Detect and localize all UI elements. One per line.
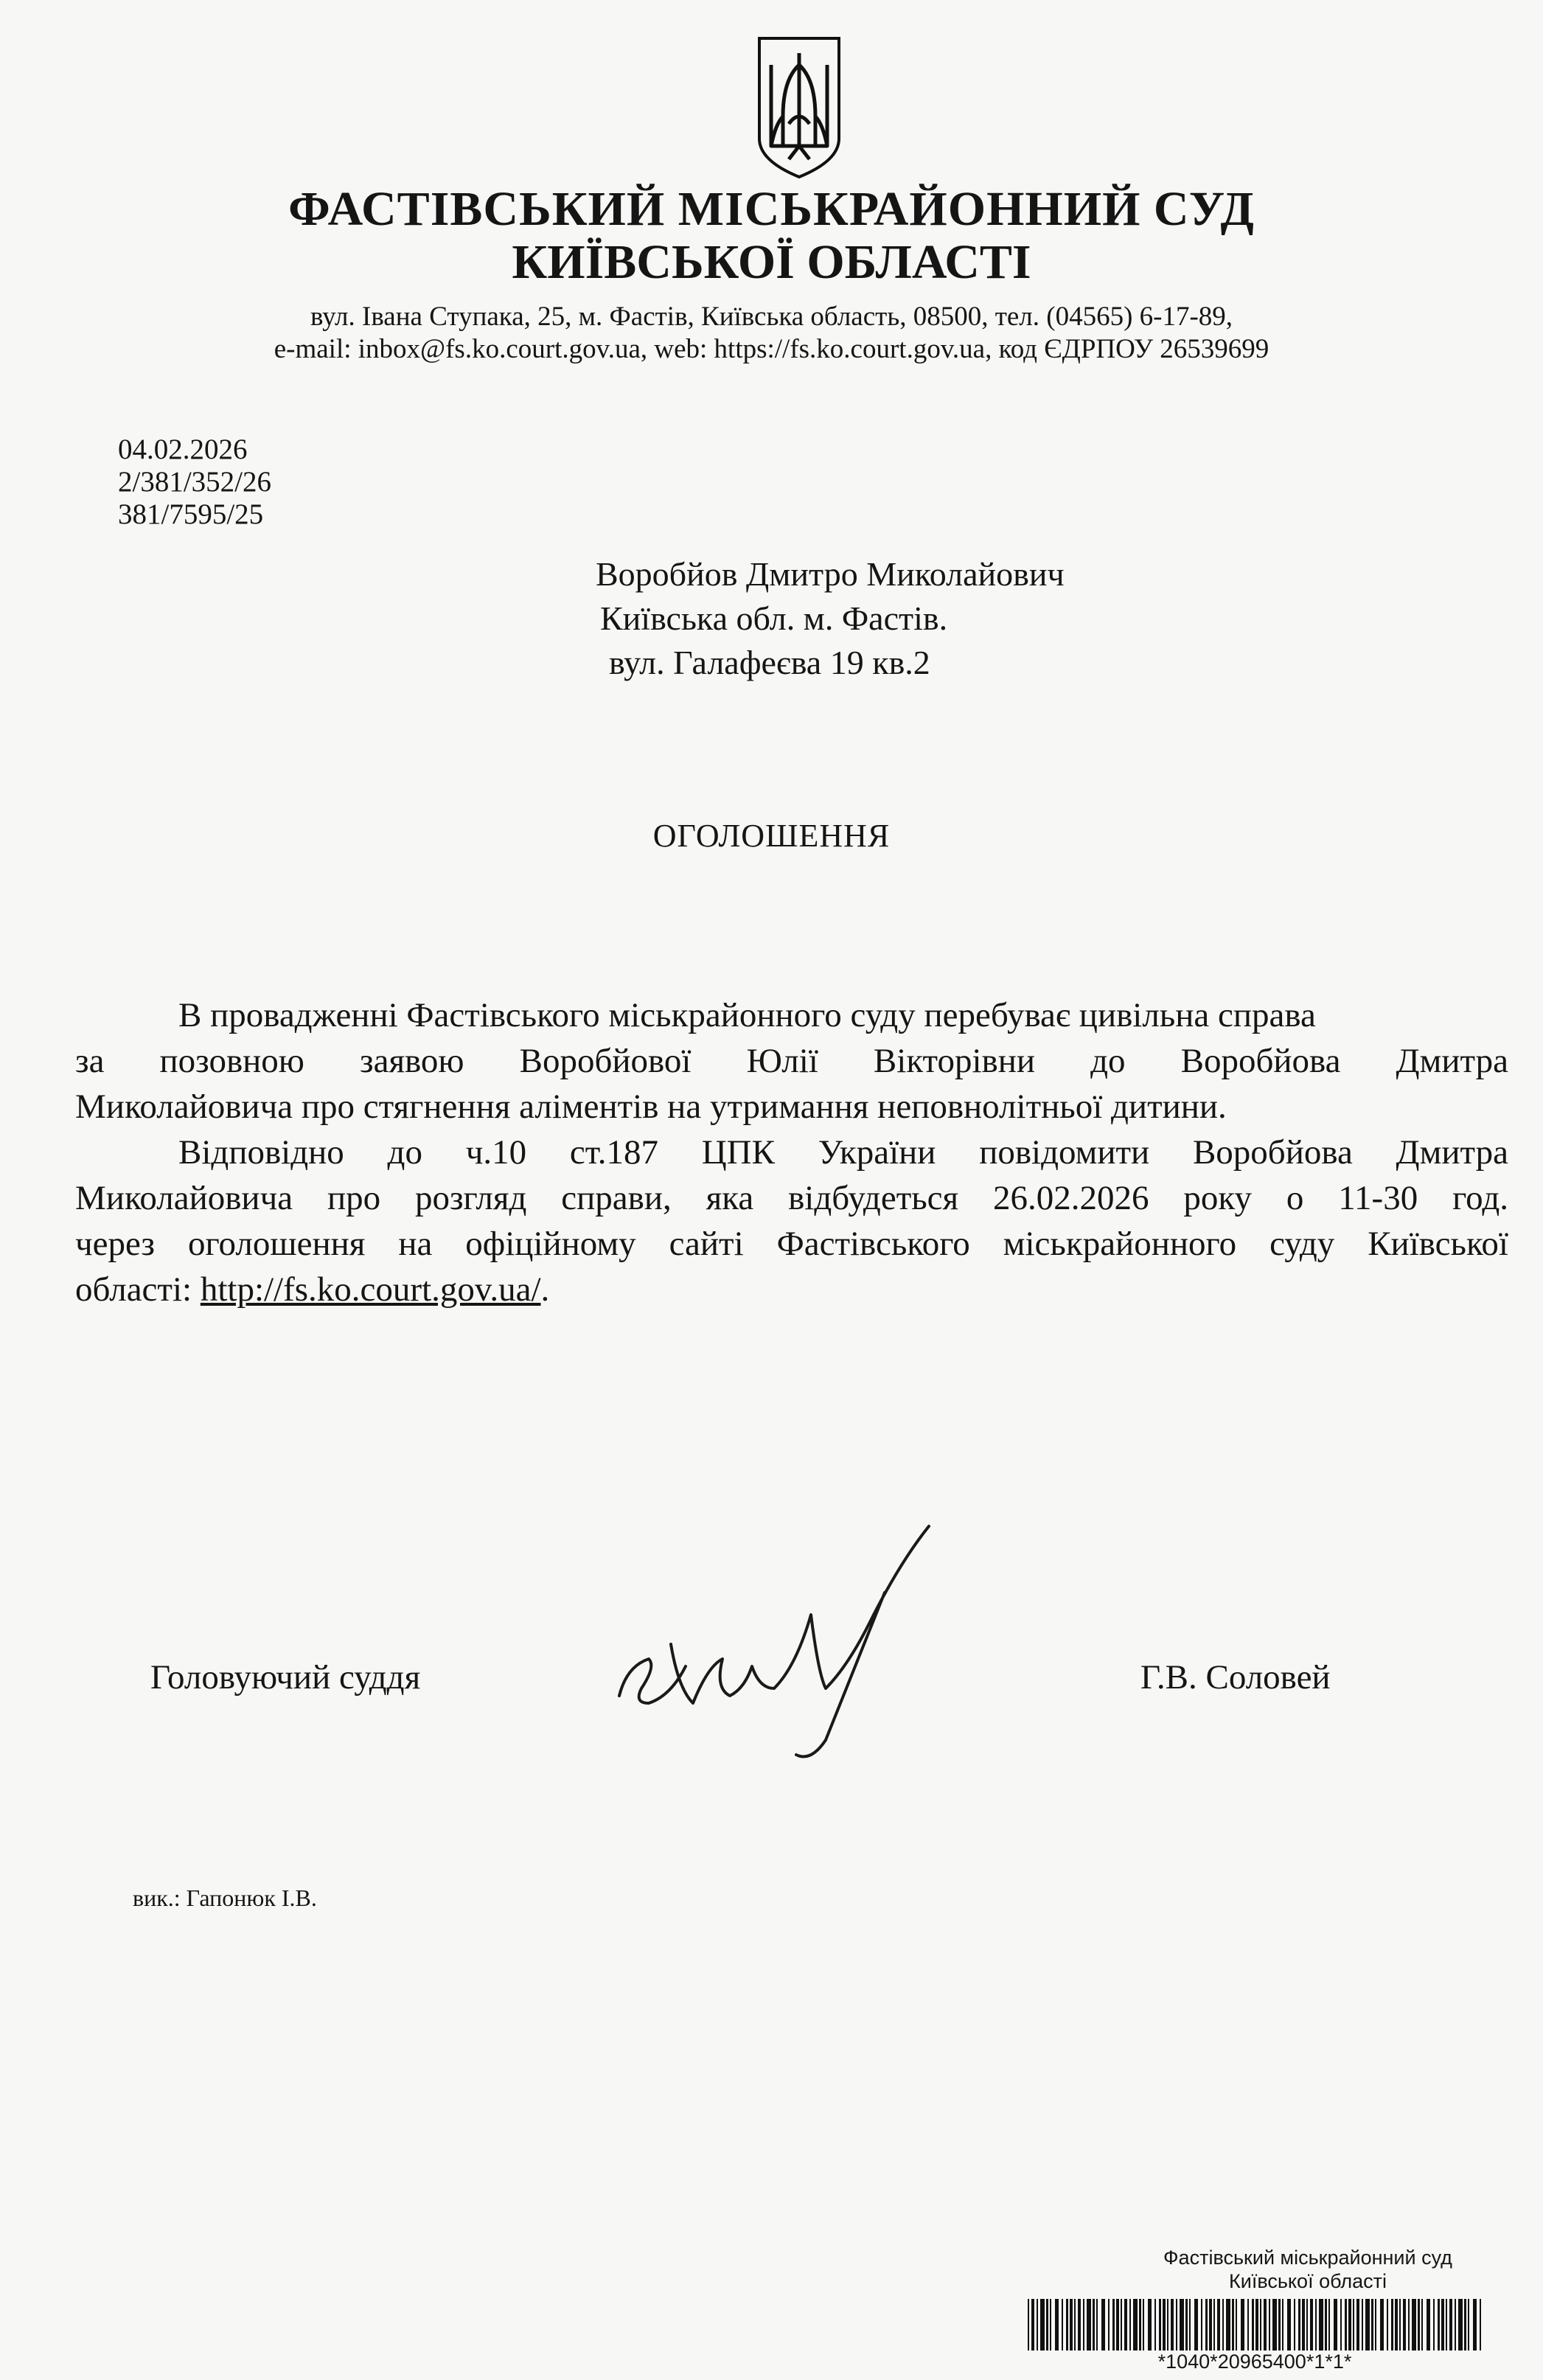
barcode-bar [1213, 2299, 1215, 2351]
document-title: ОГОЛОШЕННЯ [652, 818, 891, 854]
barcode-bar [1302, 2299, 1305, 2351]
barcode-bar [1468, 2299, 1469, 2351]
barcode-bar [1328, 2299, 1330, 2351]
barcode-bar [1287, 2299, 1291, 2351]
recipient-name: Воробйов Дмитро Миколайович [596, 555, 1065, 593]
barcode-bar [1408, 2299, 1410, 2351]
barcode-bar [1325, 2299, 1327, 2351]
paragraph-2-line-1: Відповідно до ч.10 ст.187 ЦПК України повідомити Воробйова Дмитра [178, 1133, 1508, 1172]
barcode-bar [1353, 2299, 1354, 2351]
barcode-bar [1078, 2299, 1081, 2351]
footer-stamp-line1: Фастівський міськрайонний суд [1163, 2247, 1452, 2269]
barcode-bar [1298, 2299, 1300, 2351]
recipient-address-line1: Київська обл. м. Фастів. [600, 599, 948, 637]
barcode-bar [1209, 2299, 1212, 2351]
barcode-bar [1473, 2299, 1477, 2351]
barcode-bar [1176, 2299, 1177, 2351]
barcode-bar [1433, 2299, 1435, 2351]
signatory-name: Г.В. Соловей [1140, 1658, 1331, 1697]
barcode-bar [1101, 2299, 1105, 2351]
barcode-bar [1362, 2299, 1363, 2351]
barcode-bar [1418, 2299, 1420, 2351]
barcode-bar [1380, 2299, 1384, 2351]
barcode-bar [1319, 2299, 1323, 2351]
paragraph-2-line-4-suffix: . [540, 1270, 550, 1309]
barcode-bar [1421, 2299, 1423, 2351]
paragraph-1-line-2: за позовною заявою Воробйової Юлії Вікторівни до Воробйова Дмитра [75, 1042, 1508, 1080]
barcode-bar [1455, 2299, 1456, 2351]
barcode-bar [1189, 2299, 1191, 2351]
paragraph-2-line-4 [75, 1267, 1508, 1312]
paragraph-2-line-3: через оголошення на офіційному сайті Фастівського міськрайонного суду Київської [75, 1225, 1508, 1263]
court-contacts-line1: вул. Івана Ступака, 25, м. Фастів, Київська область, 08500, тел. (04565) 6-17-89, [310, 302, 1233, 332]
barcode-bar [1255, 2299, 1258, 2351]
barcode-bar [1093, 2299, 1095, 2351]
barcode-bar [1480, 2299, 1481, 2351]
recipient-address-line2: вул. Галафеєва 19 кв.2 [609, 644, 930, 681]
barcode-bar [1133, 2299, 1138, 2351]
paragraph-1 [75, 992, 1508, 1130]
court-name-line1: ФАСТІВСЬКИЙ МІСЬКРАЙОННИЙ СУД [288, 182, 1255, 236]
executor-note: вик.: Гапонюк І.В. [133, 1885, 317, 1911]
barcode-bar [1201, 2299, 1202, 2351]
barcode-bar [1340, 2299, 1342, 2351]
outgoing-number: 2/381/352/26 [118, 466, 272, 498]
paragraph-1-line-3: Миколайовича про стягнення аліментів на утримання неповнолітньої дитини. [75, 1088, 1227, 1126]
barcode-bar [1217, 2299, 1220, 2351]
barcode-bar [1438, 2299, 1440, 2351]
barcode-bar [1074, 2299, 1076, 2351]
barcode-bar [1252, 2299, 1254, 2351]
barcode-bar [1294, 2299, 1295, 2351]
barcode-bar [1154, 2299, 1156, 2351]
barcode-bar [1070, 2299, 1073, 2351]
barcode-bar [1395, 2299, 1398, 2351]
barcode-bar [1031, 2299, 1034, 2351]
barcode-bar [1129, 2299, 1131, 2351]
barcode-bar [1205, 2299, 1208, 2351]
document-date: 04.02.2026 [118, 434, 248, 465]
paragraph-2-line-4-prefix: області: [75, 1270, 201, 1309]
barcode-bar [1062, 2299, 1063, 2351]
barcode-bar [1260, 2299, 1261, 2351]
barcode-bar [1185, 2299, 1188, 2351]
barcode-bar [1083, 2299, 1084, 2351]
barcode-bar [1046, 2299, 1048, 2351]
barcode-bar [1236, 2299, 1237, 2351]
barcode-bar [1028, 2299, 1029, 2351]
barcode-bar [1272, 2299, 1277, 2351]
barcode-bar [1226, 2299, 1230, 2351]
barcode-bar [1171, 2299, 1174, 2351]
barcode-bar [1096, 2299, 1098, 2351]
handwritten-signature-icon [605, 1519, 944, 1770]
barcode-bar [1399, 2299, 1401, 2351]
barcode-bar [1371, 2299, 1373, 2351]
court-website-link[interactable]: http://fs.ko.court.gov.ua/ [200, 1270, 541, 1309]
paragraph-1-line-1: В провадженні Фастівського міськрайонного суду перебуває цивільна справа [178, 996, 1316, 1034]
barcode-bar [1387, 2299, 1388, 2351]
barcode-bar [1124, 2299, 1127, 2351]
footer-stamp [1135, 2246, 1480, 2293]
barcode-bar [1139, 2299, 1141, 2351]
barcode-bar [1116, 2299, 1119, 2351]
barcode-bar [1441, 2299, 1444, 2351]
trident-icon [753, 35, 845, 180]
barcode-bar [1121, 2299, 1122, 2351]
barcode-bar [1066, 2299, 1068, 2351]
barcode-bar [1241, 2299, 1244, 2351]
barcode-bar [1306, 2299, 1308, 2351]
barcode-bar [1310, 2299, 1313, 2351]
barcode-bar [1194, 2299, 1198, 2351]
barcode-bar [1348, 2299, 1351, 2351]
barcode-bar [1403, 2299, 1406, 2351]
barcode-bar [1412, 2299, 1416, 2351]
barcode-bar [1269, 2299, 1270, 2351]
barcode-bar [1055, 2299, 1059, 2351]
barcode-bar [1315, 2299, 1317, 2351]
barcode-bar [1148, 2299, 1152, 2351]
footer-stamp-line2: Київської області [1229, 2270, 1387, 2292]
barcode-bar [1167, 2299, 1168, 2351]
barcode-bar [1334, 2299, 1337, 2351]
barcode-bar [1232, 2299, 1234, 2351]
barcode-bar [1449, 2299, 1452, 2351]
barcode-bar [1427, 2299, 1430, 2351]
court-contacts-line2: e-mail: inbox@fs.ko.court.gov.ua, web: https://fs.ko.court.gov.ua, код ЄДРПОУ 26539699 [274, 334, 1269, 364]
barcode-bar [1464, 2299, 1466, 2351]
barcode-bar [1143, 2299, 1144, 2351]
barcode-bar [1037, 2299, 1038, 2351]
barcode-bar [1345, 2299, 1347, 2351]
barcode-bar [1375, 2299, 1376, 2351]
barcode-bar [1446, 2299, 1447, 2351]
barcode-bar [1247, 2299, 1249, 2351]
barcode-bar [1050, 2299, 1051, 2351]
signatory-role: Головуючий суддя [150, 1658, 421, 1697]
barcode-bar [1365, 2299, 1370, 2351]
barcode-bar [1278, 2299, 1281, 2351]
case-number: 381/7595/25 [118, 498, 264, 530]
barcode-bar [1356, 2299, 1359, 2351]
barcode-bar [1163, 2299, 1166, 2351]
barcode-bar [1222, 2299, 1224, 2351]
barcode-bar [1391, 2299, 1393, 2351]
barcode-bar [1159, 2299, 1161, 2351]
court-name-line2: КИЇВСЬКОЇ ОБЛАСТІ [512, 235, 1031, 289]
barcode-bar [1458, 2299, 1463, 2351]
paragraph-2-line-2: Миколайовича про розгляд справи, яка відбудеться 26.02.2026 року о 11-30 год. [75, 1179, 1508, 1217]
barcode-bar [1112, 2299, 1115, 2351]
barcode-bar [1087, 2299, 1091, 2351]
barcode-bar [1282, 2299, 1283, 2351]
barcode-bar [1040, 2299, 1045, 2351]
barcode-number: *1040*20965400*1*1* [1157, 2351, 1352, 2373]
barcode-icon [1026, 2299, 1483, 2351]
barcode-bar [1108, 2299, 1110, 2351]
document-references [118, 434, 271, 531]
barcode-bar [1264, 2299, 1267, 2351]
paragraph-2 [75, 1130, 1508, 1312]
barcode-bar [1180, 2299, 1184, 2351]
